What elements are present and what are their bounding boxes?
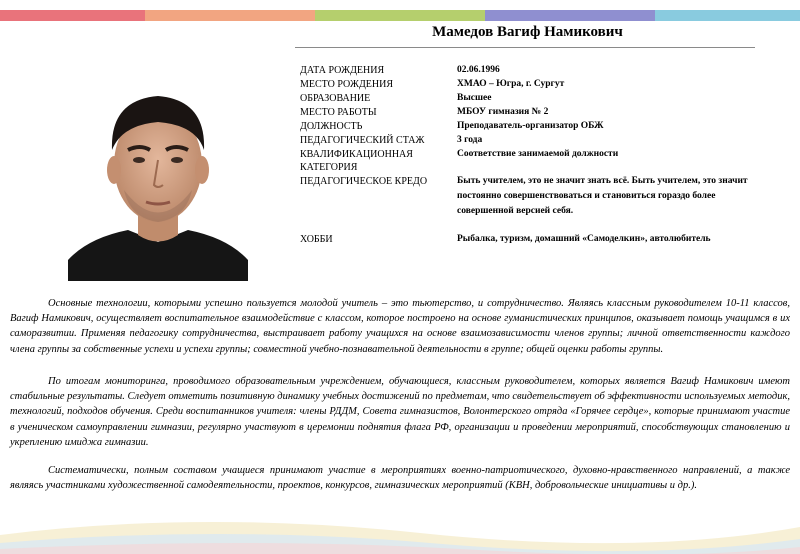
label-education: ОБРАЗОВАНИЕ	[300, 93, 371, 104]
label-experience: ПЕДАГОГИЧЕСКИЙ СТАЖ	[300, 135, 425, 146]
stripe-segment	[485, 10, 655, 21]
value-workplace: МБОУ гимназия № 2	[457, 107, 549, 117]
paragraph-monitoring: По итогам мониторинга, проводимого образовательным учреждением, обучающиеся, классным руководителем, которых является Вагиф Намикович имеют стабильные результаты. Следует отметить позитивную динамику учебных достижений по предметам, что свидетельствует об эффективности используемых методик, технологий, подходов обучения. Среди воспитанников учителя: члены РДДМ, Совета гимназистов, Волонтерского отряда «Горячее сердце», которые принимают участие в ученическом самоуправлении гимназии, регулярно участвуют в церемонии поднятия флага РФ, организации и проведении мероприятий, способствующих становлению и укреплению имиджа гимназии.	[10, 376, 790, 448]
header-divider	[295, 47, 755, 48]
stripe-segment	[315, 10, 485, 21]
stripe-segment	[655, 10, 800, 21]
label-credo: ПЕДАГОГИЧЕСКОЕ КРЕДО	[300, 176, 428, 187]
value-position: Преподаватель-организатор ОБЖ	[457, 121, 604, 131]
paragraph-participation: Систематически, полным составом учащиеся принимают участие в мероприятиях военно-патриотического, духовно-нравственного направлений, а также являясь участниками художественной самодеятельности, проектов, конкурсов, гимназических мероприятий (КВН, добровольческие инициативы и др.).	[10, 465, 790, 492]
value-experience: 3 года	[457, 135, 483, 145]
stripe-segment	[0, 10, 145, 21]
decorative-bottom-waves	[0, 505, 800, 554]
value-education: Высшее	[457, 93, 492, 103]
paragraph-technologies: Основные технологии, которыми успешно пользуется молодой учитель – это тьютерство, и сотрудничество. Являясь классным руководителем 10-11 классов, Вагиф Намикович, осуществляет воспитательное взаимодействие с классом, которое построено на основе гуманистических принципов, оказывает помощь учащимся в их саморазвитии. Применяя педагогику сотрудничества, выстраивает работу учащихся на основе взаимозависимости членов группы; личной ответственности каждого члена группы за собственные успехи и успехи группы; совместной учебно-познавательной деятельности в группе; общей оценки работы группы.	[10, 298, 790, 355]
value-qualification: Соответствие занимаемой должности	[457, 149, 619, 159]
label-birth-date: ДАТА РОЖДЕНИЯ	[300, 65, 385, 76]
portrait-photo	[68, 70, 248, 281]
label-hobby: ХОББИ	[300, 234, 333, 245]
value-hobby: Рыбалка, туризм, домашний «Самоделкин», автолюбитель	[457, 234, 711, 244]
person-name: Мамедов Вагиф Намикович	[432, 24, 623, 40]
label-position: ДОЛЖНОСТЬ	[300, 121, 363, 132]
label-birth-place: МЕСТО РОЖДЕНИЯ	[300, 79, 394, 90]
label-qualification-line2: КАТЕГОРИЯ	[300, 162, 358, 173]
top-color-stripe	[0, 10, 800, 21]
value-birth-place: ХМАО – Югра, г. Сургут	[457, 79, 565, 89]
value-birth-date: 02.06.1996	[457, 65, 500, 75]
label-workplace: МЕСТО РАБОТЫ	[300, 107, 377, 118]
stripe-segment	[145, 10, 315, 21]
label-qualification: КВАЛИФИКАЦИОННАЯ	[300, 149, 413, 160]
value-credo: Быть учителем, это не значит знать всё. Быть учителем, это значит постоянно совершенствоваться и становиться гораздо более совершенной версией себя.	[457, 176, 748, 216]
